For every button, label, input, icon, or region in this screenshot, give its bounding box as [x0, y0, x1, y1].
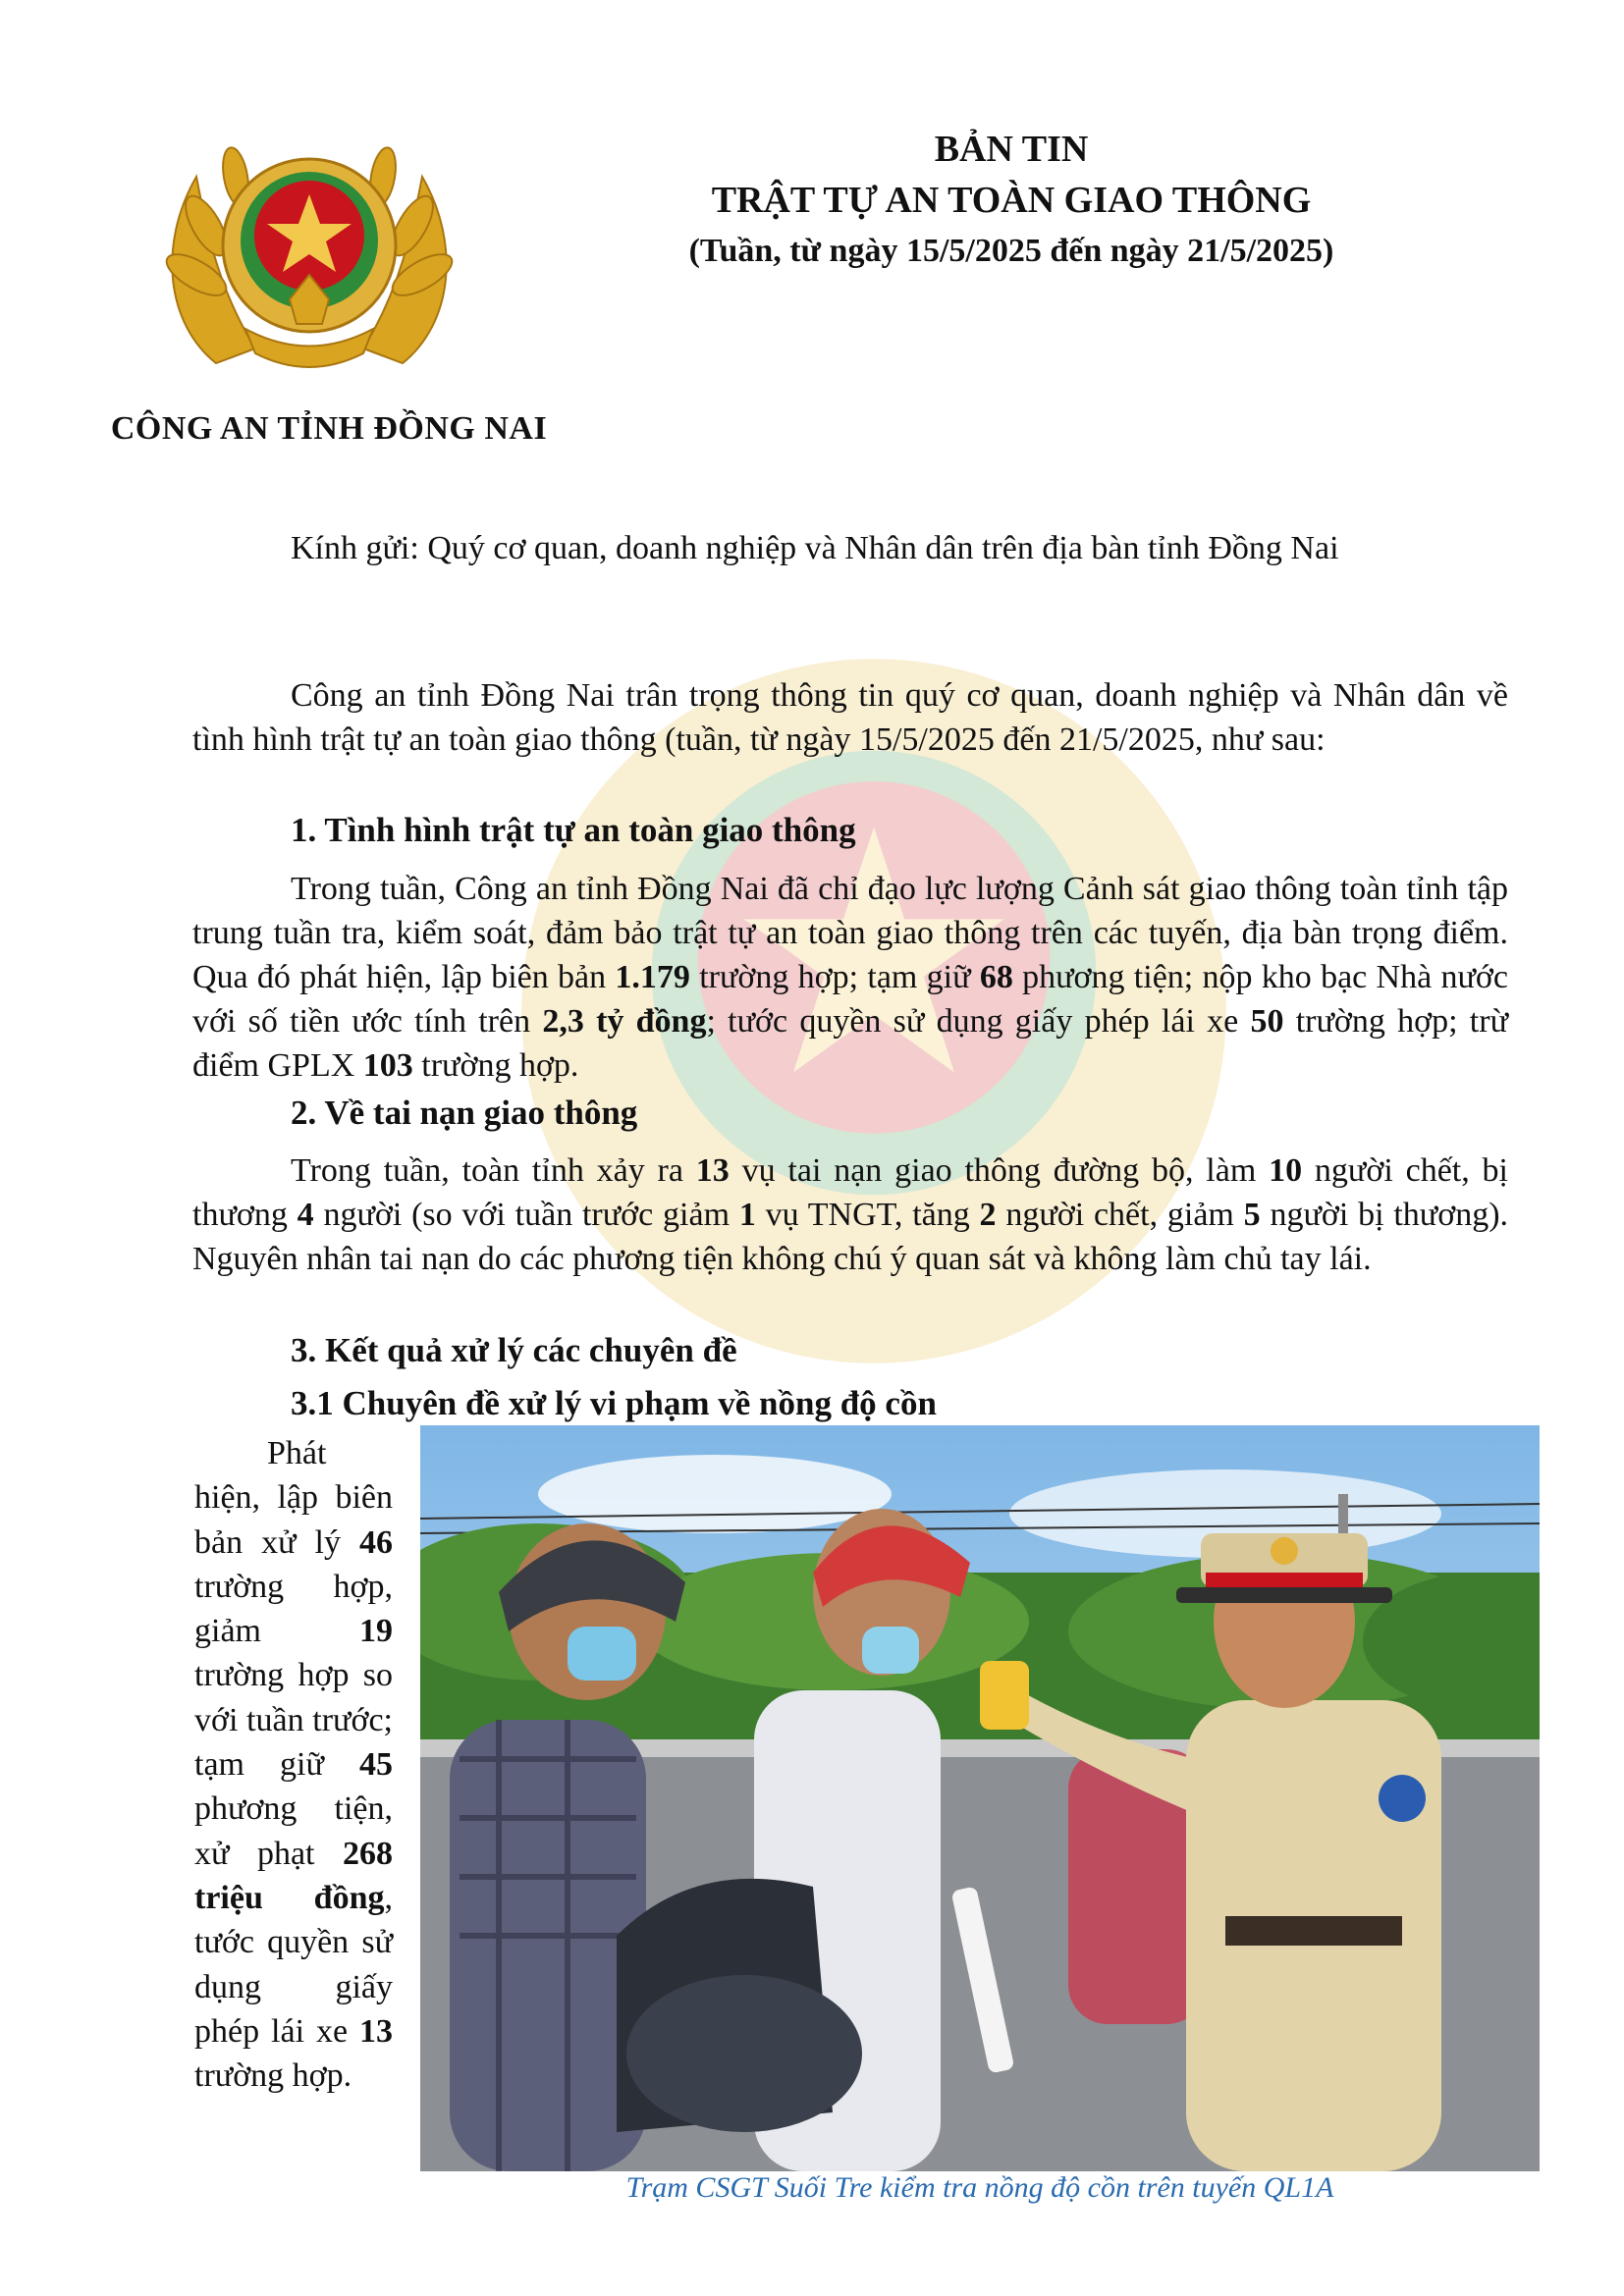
title-date-range: (Tuần, từ ngày 15/5/2025 đến ngày 21/5/2025): [688, 233, 1334, 269]
agency-name: CÔNG AN TỈNH ĐỒNG NAI: [110, 410, 548, 447]
section-3-heading: 3. Kết quả xử lý các chuyên đề: [291, 1331, 737, 1369]
bulletin-title: [550, 124, 1473, 277]
greeting-line: Kính gửi: Quý cơ quan, doanh nghiệp và Nhân dân trên địa bàn tỉnh Đồng Nai: [291, 530, 1339, 566]
police-emblem-icon: [128, 118, 491, 412]
title-line-1: BẢN TIN: [934, 129, 1089, 170]
title-line-2: TRẬT TỰ AN TOÀN GIAO THÔNG: [711, 180, 1312, 221]
section-3-1-paragraph: Phát hiện, lập biên bản xử lý 46 trường hợp, giảm 19 trường hợp so với tuần trước; tạm giữ 45 phương tiện, xử phạt 268 triệu đồng, tước quyền sử dụng giấy phép lái xe 13 trường hợp.: [194, 1435, 393, 2095]
alcohol-check-photo: [420, 1425, 1540, 2171]
section-3-1-heading: 3.1 Chuyên đề xử lý vi phạm về nồng độ cồn: [291, 1384, 937, 1422]
photo-caption: Trạm CSGT Suối Tre kiểm tra nồng độ cồn trên tuyến QL1A: [625, 2171, 1334, 2204]
section-1-heading: 1. Tình hình trật tự an toàn giao thông: [291, 811, 856, 849]
section-2-heading: 2. Về tai nạn giao thông: [291, 1094, 638, 1132]
section-1-paragraph: Trong tuần, Công an tỉnh Đồng Nai đã chỉ đạo lực lượng Cảnh sát giao thông toàn tỉnh tập trung tuần tra, kiểm soát, đảm bảo trật tự an toàn giao thông trên các tuyến, địa bàn trọng điểm. Qua đó phát hiện, lập biên bản 1.179 trường hợp; tạm giữ 68 phương tiện; nộp kho bạc Nhà nước với số tiền ước tính trên 2,3 tỷ đồng; tước quyền sử dụng giấy phép lái xe 50 trường hợp; trừ điểm GPLX 103 trường hợp.: [192, 871, 1509, 1084]
section-2-paragraph: Trong tuần, toàn tỉnh xảy ra 13 vụ tai nạn giao thông đường bộ, làm 10 người chết, bị thương 4 người (so với tuần trước giảm 1 vụ TNGT, tăng 2 người chết, giảm 5 người bị thương). Nguyên nhân tai nạn do các phương tiện không chú ý quan sát và không làm chủ tay lái.: [192, 1152, 1509, 1277]
intro-paragraph: Công an tỉnh Đồng Nai trân trọng thông tin quý cơ quan, doanh nghiệp và Nhân dân về tình hình trật tự an toàn giao thông (tuần, từ ngày 15/5/2025 đến 21/5/2025, như sau:: [192, 677, 1508, 758]
